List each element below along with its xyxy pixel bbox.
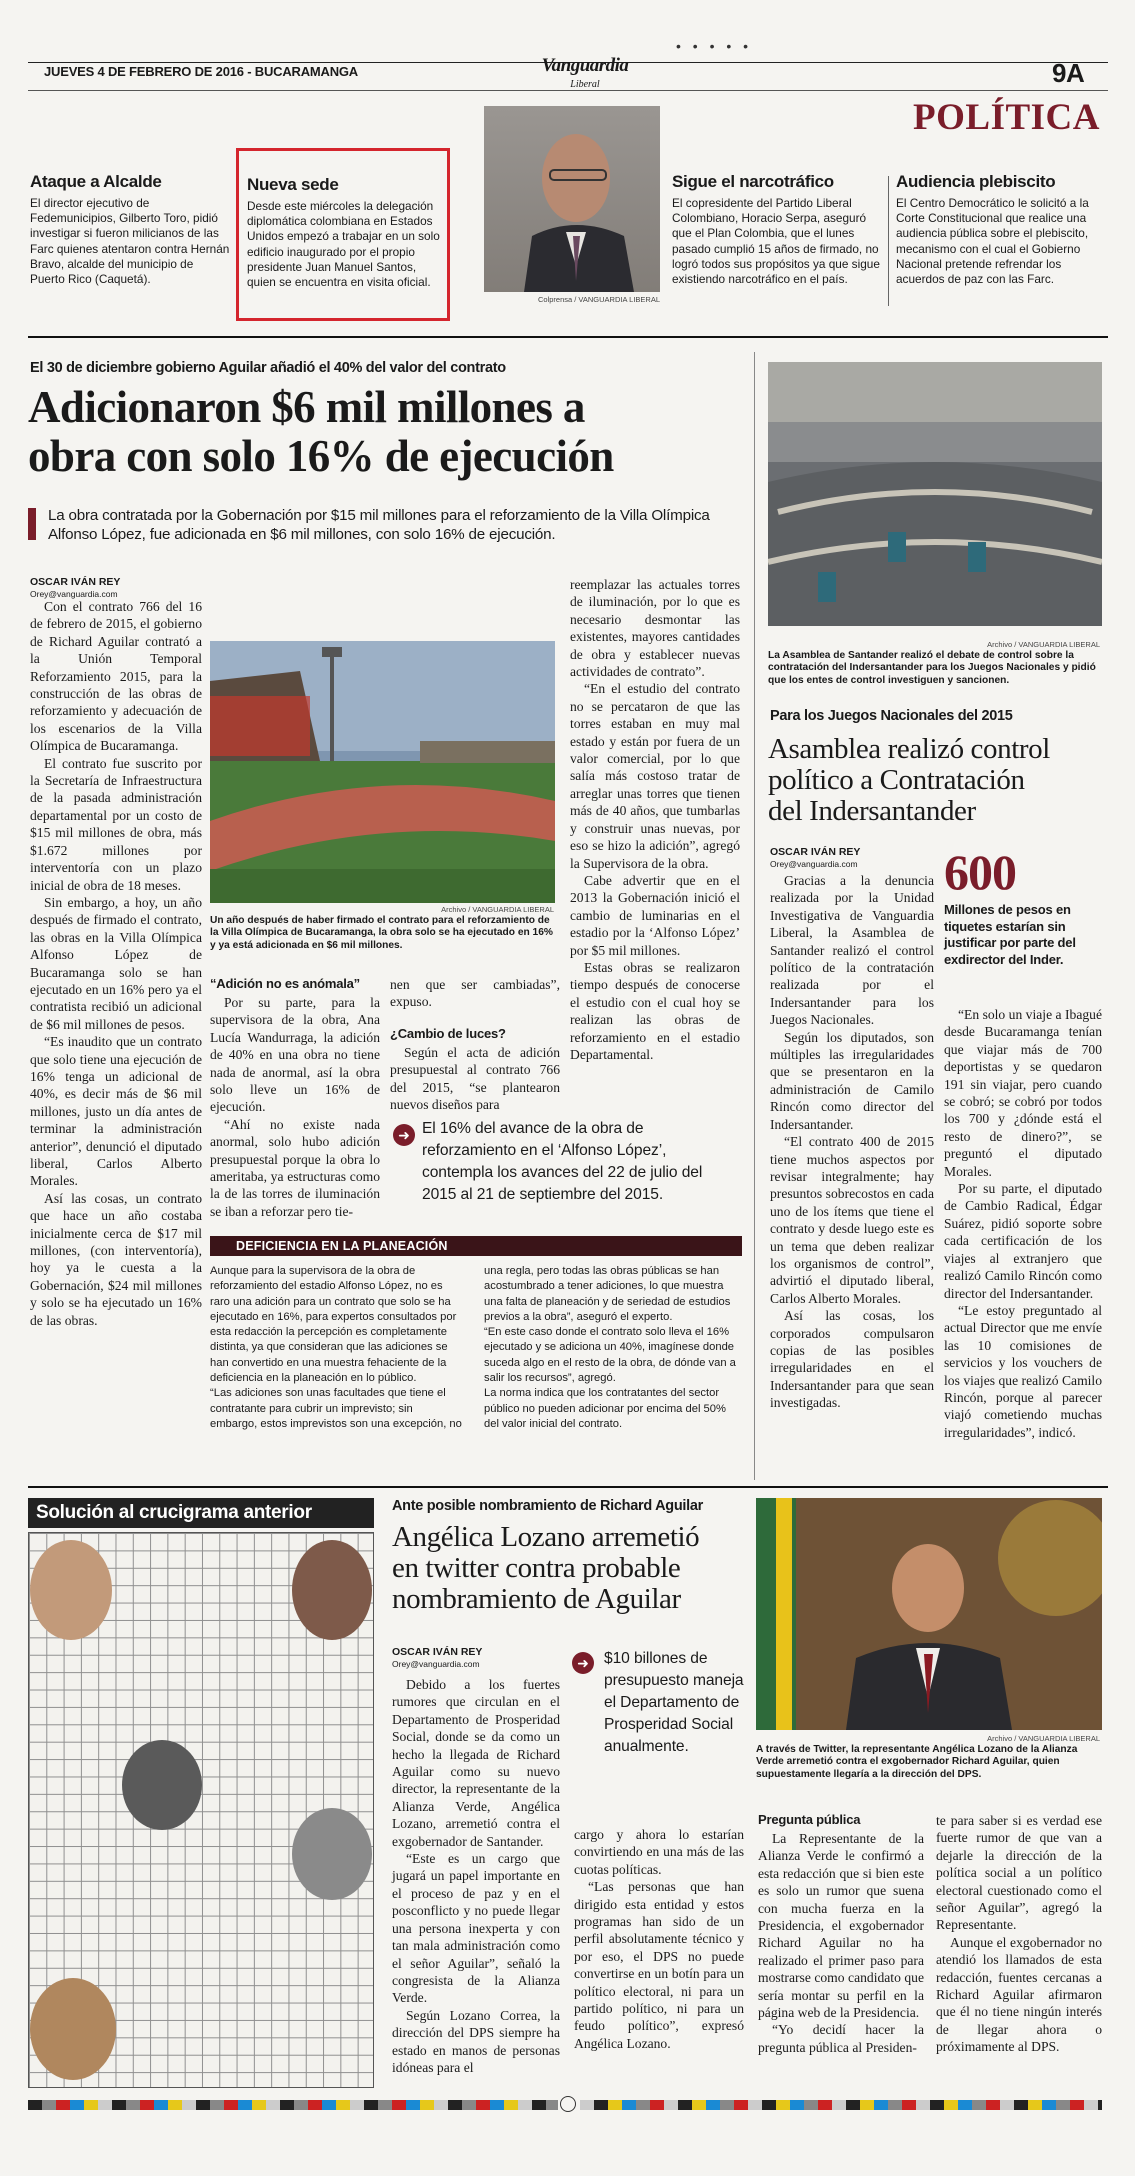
paragraph: “En el estudio del contrato no se percataron de que las torres estaban en muy mal estado y están por fuera de un valor comercial, por lo que salía más costoso tratar de arreglar unas torres que tienen más de 40 años, que tumbarlas y construir unas nuevas, por eso se hizo la adición”, agregó la Supervisora de la obra. [570, 681, 740, 871]
paragraph: Por su parte, el diputado de Cambio Radical, Édgar Suárez, pidió soporte sobre cada certificación de los viajes al extranjero que realizó Camilo Rincón como director del Indersantander. [944, 1181, 1102, 1301]
headline-line: Angélica Lozano arremetió [392, 1521, 700, 1553]
paragraph: “Yo decidí hacer la pregunta pública al Presiden- [758, 2022, 924, 2055]
main-col2c [390, 1044, 560, 1114]
paragraph: Así las cosas, los corporados compulsaron copias de las posibles irregularidades en el Indersantander para que sean investigadas. [770, 1308, 934, 1411]
byline-email: Orey@vanguardia.com [30, 589, 118, 599]
lozano-col2 [574, 1826, 744, 2052]
logo-text: Vanguardia [541, 55, 629, 76]
masthead-logo [530, 55, 640, 93]
paragraph: “Las personas que han dirigido esta entidad y estos programas han sido de un perfil absolutamente técnico y por eso, el DPS no puede convertirse en un botín para un político electoral, ni para un partido político, ni para un feudo político”, expresó Angélica Lozano. [574, 1879, 744, 2051]
brief-title: Audiencia plebiscito [896, 172, 1056, 191]
main-byline [30, 576, 120, 600]
subhead: Pregunta pública [758, 1812, 861, 1827]
photo-asamblea [768, 362, 1102, 626]
photo-serpa [484, 106, 660, 292]
asamblea-col1 [770, 872, 934, 1412]
headline-line: Adicionaron $6 mil millones a [28, 382, 585, 432]
main-lead: La obra contratada por la Gobernación por $15 mil millones para el reforzamiento de la Villa Olímpica Alfonso López, fue adicionada en $6 mil millones, con solo 16% de ejecución. [48, 507, 710, 543]
registration-mark-icon [560, 2096, 576, 2112]
paragraph: “En este caso donde el contrato solo lleva el 16% ejecutado y se adiciona un 40%, imagínese donde suceda algo en el resto de la obra, de dónde van a salir los recursos”, agregó. [484, 1326, 736, 1385]
paragraph: Según los diputados, son múltiples las irregularidades que se presentaron en la administración de Camilo Rincón como director del Indersantander. [770, 1029, 934, 1132]
paragraph: Así las cosas, un contrato que hace un año costaba inicialmente cerca de $17 mil millones, (con interventoría), hoy ya le cuesta a la Gobernación, $24 mil millones y solo se ha ejecutado un 16% de las obras. [30, 1190, 202, 1328]
photo-credit: Archivo / VANGUARDIA LIBERAL [987, 640, 1100, 649]
asamblea-col2 [944, 1006, 1102, 1441]
brief-title: Ataque a Alcalde [30, 172, 162, 191]
paragraph: La norma indica que los contratantes del sector público no pueden adicionar por encima del 50% del valor inicial del contrato. [484, 1387, 726, 1430]
main-col1 [30, 598, 202, 1329]
paragraph: “Este es un cargo que jugará un papel importante en el proceso de paz y en el posconflicto y no puede llegar una persona inexperta y con tan mala administración como el señor Aguilar”, señaló la congresista de la Alianza Verde. [392, 1851, 560, 2006]
lozano-quote: $10 billones de presupuesto maneja el Departamento de Prosperidad Social anualmente. [604, 1650, 744, 1755]
top-dots: • • • • • [676, 38, 753, 54]
box-col1 [210, 1264, 462, 1432]
headline-line: obra con solo 16% de ejecución [28, 431, 614, 481]
lozano-col4 [936, 1812, 1102, 2056]
brief-text: El director ejecutivo de Fedemunicipios, Gilberto Toro, pidió investigar si fueron milicianos de las Farc quienes atentaron contra Hernán Bravo, alcalde del municipio de Puerto Rico (Caquetá). [30, 196, 230, 287]
brief-title: Nueva sede [247, 175, 339, 194]
paragraph: reemplazar las actuales torres de iluminación, por lo que es necesario desmontar las existentes, mayores cantidades de obra y establecer nuevas actividades de contrato”. [570, 577, 740, 680]
section-rule [28, 1486, 1108, 1488]
pullquote-arrow-icon: ➜ [393, 1124, 415, 1146]
crossword-photo-man [30, 1978, 116, 2080]
main-col3 [570, 576, 740, 1063]
date-day: JUEVES [44, 64, 95, 79]
color-registration-bar [28, 2100, 558, 2110]
paragraph: te para saber si es verdad ese fuerte rumor de que van a dejarle la dirección de la política social a un político electoral cuestionado como el señor Aguilar”, agregó la Representante. [936, 1813, 1102, 1933]
photo-caption: A través de Twitter, la representante Angélica Lozano de la Alianza Verde arremetió contra el exgobernador Richard Aguilar, quien supuestamente llegaría a la dirección del DPS. [756, 1744, 1078, 1780]
column-divider [754, 352, 755, 1480]
crossword-photo-woman [292, 1540, 372, 1640]
paragraph: “Las adiciones son unas facultades que tiene el contratante para cubrir un imprevisto; sin embargo, estos imprevistos son una excepción, no [210, 1387, 462, 1430]
paragraph: Según el acta de adición presupuestal al contrato 766 del 2015, “se plantearon nuevos diseños para [390, 1045, 560, 1113]
paragraph: cargo y ahora lo estarían convirtiendo en una más de las cuotas políticas. [574, 1827, 744, 1877]
byline-name: OSCAR IVÁN REY [770, 846, 861, 858]
paragraph: “El contrato 400 de 2015 tiene muchos aspectos por revisar integralmente; hay presuntos sobrecostos en cada uno de los ítems que tiene el contrato y desde luego este es un tema que deben realizar los organismos de control”, advirtió el diputado liberal, Carlos Alberto Morales. [770, 1134, 934, 1306]
stadium-illustration [210, 641, 555, 903]
paragraph: “Es inaudito que un contrato que solo tiene una ejecución de 16% tenga un adicional de 40%, es decir más de $6 mil millones, justo un día antes de terminar la administración anterior”, denunció el diputado liberal, Carlos Alberto Morales. [30, 1034, 202, 1189]
paragraph: El contrato fue suscrito por la Secretaría de Infraestructura de la pasada administración departamental por un costo de $15 mil millones de obra, más $1.672 millones por interventoría con un plazo inicial de obra de 18 meses. [30, 755, 202, 893]
paragraph: Cabe advertir que en el 2013 la Gobernación inició el cambio de luminarias en el estadio por la ‘Alfonso López’ por $5 mil millones. [570, 872, 740, 958]
paragraph: una regla, pero todas las obras públicas se han acostumbrado a tener adiciones, lo que muestra una falta de planeación y de seriedad de estudios previos a la obra”, aseguró el experto. [484, 1265, 731, 1323]
section-rule [28, 336, 1108, 338]
headline-line: político a Contratación [768, 764, 1025, 796]
deficiencia-box-title: DEFICIENCIA EN LA PLANEACIÓN [236, 1239, 448, 1253]
photo-aguilar [756, 1498, 1102, 1730]
byline-name: OSCAR IVÁN REY [392, 1646, 483, 1658]
brief-narcotrafico [672, 172, 882, 287]
main-col2a [210, 994, 380, 1220]
brief-ataque [30, 172, 230, 287]
paragraph: Gracias a la denuncia realizada por la Unidad Investigativa de Vanguardia Liberal, la Asamblea de Santander realizó el control político de la contratación realizada por el Indersantander para los Juegos Nacionales. [770, 873, 934, 1028]
section-title: POLÍTICA [913, 97, 1100, 138]
byline-email: Orey@vanguardia.com [392, 1659, 480, 1669]
main-kicker: El 30 de diciembre gobierno Aguilar añadió el 40% del valor del contrato [30, 360, 506, 376]
headline-line: en twitter contra probable [392, 1552, 681, 1584]
photo-credit: Colprensa / VANGUARDIA LIBERAL [538, 295, 660, 304]
lead-marker [28, 508, 36, 540]
logo-sub: Liberal [570, 79, 600, 90]
brief-text: El copresidente del Partido Liberal Colombiano, Horacio Serpa, aseguró que el Plan Colombia, que el lunes pasado cumplió 15 años de firmado, no logró todos sus propósitos ya que sigue existiendo narcotráfico en el país. [672, 196, 880, 287]
byline-email: Orey@vanguardia.com [770, 859, 858, 869]
brief-text: Desde este miércoles la delegación diplomática colombiana en Estados Unidos empezó a trabajar en un solo edificio inaugurado por el propio presidente Juan Manuel Santos, quien se encuentra en visita oficial. [247, 199, 440, 290]
date-rest: 4 DE FEBRERO DE 2016 - BUCARAMANGA [97, 64, 358, 79]
portrait-illustration [484, 106, 660, 292]
paragraph: Debido a los fuertes rumores que circulan en el Departamento de Prosperidad Social, donde se da como un hecho la llegada de Richard Aguilar como su nuevo director, la representante de la Alianza Verde, Angélica Lozano, arremetió contra el exgobernador de Santander. [392, 1677, 560, 1849]
brief-title: Sigue el narcotráfico [672, 172, 834, 191]
byline-name: OSCAR IVÁN REY [30, 576, 121, 588]
subhead: ¿Cambio de luces? [390, 1026, 506, 1041]
crossword-photo-woman [30, 1540, 112, 1640]
headline-line: nombramiento de Aguilar [392, 1583, 681, 1615]
photo-credit: Archivo / VANGUARDIA LIBERAL [441, 905, 554, 914]
photo-caption: Un año después de haber firmado el contrato para el reforzamiento de la Villa Olímpica de Bucaramanga, la obra solo se ha ejecutado en 16% y ya está adicionada en $6 mil millones. [210, 915, 553, 951]
paragraph: Con el contrato 766 del 16 de febrero de 2015, el gobierno de Richard Aguilar contrató a la Unión Temporal Reforzamiento 2015, para la construcción de las obras de reforzamiento y adecuación de los escenarios de la Villa Olímpica de Bucaramanga. [30, 599, 202, 754]
lozano-col3 [758, 1830, 924, 2056]
lozano-byline [392, 1646, 482, 1670]
brief-plebiscito [896, 172, 1102, 287]
paragraph: Sin embargo, a hoy, un año después de firmado el contrato, las obras en la Villa Olímpica Alfonso López de Bucaramanga solo se han ejecutado en un 16% pero ya el contratista recibió un adicional de $6 mil millones de pesos. [30, 894, 202, 1032]
lozano-headline [392, 1522, 752, 1615]
crossword-photo-woman [292, 1808, 372, 1900]
paragraph: Aunque el exgobernador no atendió los llamados de esta redacción, fuentes cercanas a Richard Aguilar afirmaron que él no tiene ningún interés de llegar ahora o próximamente al DPS. [936, 1934, 1102, 2055]
paragraph: “Ahí no existe nada anormal, solo hubo adición presupuestal porque la obra lo ameritaba, ya estructuras como la de las torres de iluminación se iban a reforzar pero tie- [210, 1116, 380, 1219]
header-rule [28, 90, 1108, 91]
asamblea-byline [770, 846, 860, 870]
portrait-illustration [756, 1498, 1102, 1730]
brief-text: El Centro Democrático le solicitó a la Corte Constitucional que realice una audiencia pública sobre el plebiscito, mecanismo con el cual el Gobierno Nacional pretende refrendar los acuerdos de paz con las Farc. [896, 196, 1089, 287]
paragraph: “En solo un viaje a Ibagué desde Bucaramanga tenían que viajar más de 700 deportistas y se quedaron 191 sin viajar, pero cuando se cobró; se cobró por todos los 700 y ¿dónde está el resto de dinero?”, se preguntó el diputado Morales. [944, 1007, 1102, 1179]
paragraph: nen que ser cambiadas”, expuso. [390, 977, 560, 1010]
page-number: 9A [1052, 58, 1085, 88]
color-registration-bar [580, 2100, 1102, 2110]
brief-divider [888, 176, 889, 306]
lozano-col1 [392, 1676, 560, 2076]
main-headline [28, 383, 748, 481]
photo-stadium [210, 641, 555, 903]
asamblea-kicker: Para los Juegos Nacionales del 2015 [770, 708, 1013, 724]
big-number: 600 [944, 844, 1016, 900]
assembly-illustration [768, 362, 1102, 626]
big-number-text: Millones de pesos en tiquetes estarían sin justificar por parte del exdirector del Inder. [944, 902, 1076, 967]
box-col2 [484, 1264, 740, 1432]
subhead: “Adición no es anómala” [210, 976, 360, 991]
pullquote: El 16% del avance de la obra de reforzamiento en el ‘Alfonso López’, contempla los avances del 22 de julio del 2015 al 21 de septiembre del 2015. [422, 1120, 703, 1203]
paragraph: “Le estoy preguntado al actual Director que me envíe las 10 comisiones de servicios y los vouchers de los viajes que realizó Camilo Rincón, porque al parecer viajó cometiendo muchas irregularidades”, indicó. [944, 1302, 1102, 1440]
paragraph: La Representante de la Alianza Verde le confirmó a esta redacción que si bien este es solo un rumor que suena con mucha fuerza en la Presidencia, el exgobernador Richard Aguilar no ha realizado el primer paso para mostrarse como candidato que sería montar su perfil en la página web de la Presidencia. [758, 1831, 924, 2021]
crossword-photo-man [122, 1740, 202, 1830]
paragraph: Estas obras se realizaron tiempo después de conocerse el estudio con el cual hoy se realizan las obras de reforzamiento en el estadio Departamental. [570, 959, 740, 1062]
quote-arrow-icon: ➜ [572, 1652, 594, 1674]
headline-line: Asamblea realizó control [768, 733, 1050, 765]
headline-line: del Indersantander [768, 795, 976, 827]
crossword-title: Solución al crucigrama anterior [36, 1502, 312, 1523]
photo-caption: La Asamblea de Santander realizó el debate de control sobre la contratación del Indersantander para los Juegos Nacionales y pidió que los entes de control investiguen y sancionen. [768, 650, 1096, 686]
lozano-kicker: Ante posible nombramiento de Richard Aguilar [392, 1498, 703, 1514]
brief-nueva-sede [236, 148, 450, 321]
photo-credit: Archivo / VANGUARDIA LIBERAL [987, 1734, 1100, 1743]
main-col2b [390, 976, 560, 1011]
header-date [44, 64, 358, 79]
asamblea-headline [768, 734, 1102, 827]
paragraph: Aunque para la supervisora de la obra de reforzamiento del estadio Alfonso López, no es raro una adición para un contrato que solo se ha ejecutado en 16%, para expertos consultados por esta redacción la percepción es completamente distinta, ya que consideran que las adiciones se han convertido en una muestra fehaciente de la deficiencia en la planeación en lo público. [210, 1265, 457, 1385]
paragraph: Según Lozano Correa, la dirección del DPS siempre ha estado en manos de personas idóneas para el [392, 2007, 560, 2075]
paragraph: Por su parte, para la supervisora de la obra, Ana Lucía Wandurraga, la adición de 40% en una obra no tiene nada de anormal, así la obra solo lleve un 16% de ejecución. [210, 995, 380, 1115]
